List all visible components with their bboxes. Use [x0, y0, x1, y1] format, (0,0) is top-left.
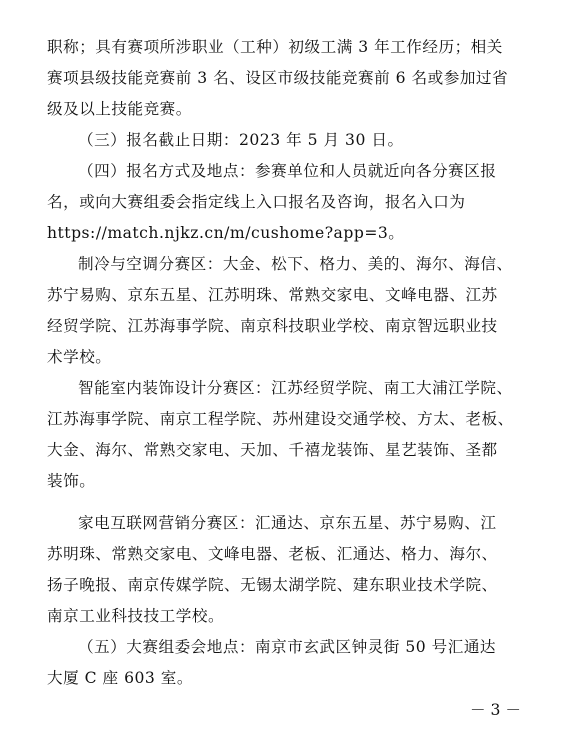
- division-interior-design: 智能室内装饰设计分赛区：江苏经贸学院、南工大浦江学院、: [78, 379, 513, 397]
- text-line: 南京工业科技技工学校。: [47, 607, 225, 625]
- text-line: 装饰。: [47, 472, 96, 490]
- section-four-registration: （四）报名方式及地点：参赛单位和人员就近向各分赛区报: [78, 162, 497, 180]
- page-number: － 3 －: [470, 701, 522, 719]
- text-line: 职称；具有赛项所涉职业（工种）初级工满 3 年工作经历；相关: [47, 38, 503, 56]
- text-line: 术学校。: [47, 348, 112, 366]
- text-line: 苏明珠、常熟交家电、文峰电器、老板、汇通达、格力、海尔、: [47, 545, 498, 563]
- division-refrigeration: 制冷与空调分赛区：大金、松下、格力、美的、海尔、海信、: [78, 255, 513, 273]
- division-internet-marketing: 家电互联网营销分赛区：汇通达、京东五星、苏宁易购、江: [78, 514, 497, 532]
- text-line: 苏宁易购、京东五星、江苏明珠、常熟交家电、文峰电器、江苏: [47, 286, 498, 304]
- text-line: 级及以上技能竞赛。: [47, 100, 192, 118]
- section-three-deadline: （三）报名截止日期：2023 年 5 月 30 日。: [78, 131, 404, 149]
- text-line: 名，或向大赛组委会指定线上入口报名及咨询，报名入口为: [47, 193, 466, 211]
- text-line: 经贸学院、江苏海事学院、南京科技职业学校、南京智远职业技: [47, 317, 498, 335]
- text-line: 扬子晚报、南京传媒学院、无锡太湖学院、建东职业技术学院、: [47, 576, 498, 594]
- text-line: 大厦 C 座 603 室。: [47, 669, 193, 687]
- section-five-location: （五）大赛组委会地点：南京市玄武区钟灵街 50 号汇通达: [78, 638, 497, 656]
- text-line: 赛项县级技能竞赛前 3 名、设区市级技能竞赛前 6 名或参加过省: [47, 69, 509, 87]
- text-line: 大金、海尔、常熟交家电、天加、千禧龙装饰、星艺装饰、圣都: [47, 441, 498, 459]
- registration-url: https://match.njkz.cn/m/cushome?app=3。: [47, 224, 405, 242]
- text-line: 江苏海事学院、南京工程学院、苏州建设交通学校、方太、老板、: [47, 410, 514, 428]
